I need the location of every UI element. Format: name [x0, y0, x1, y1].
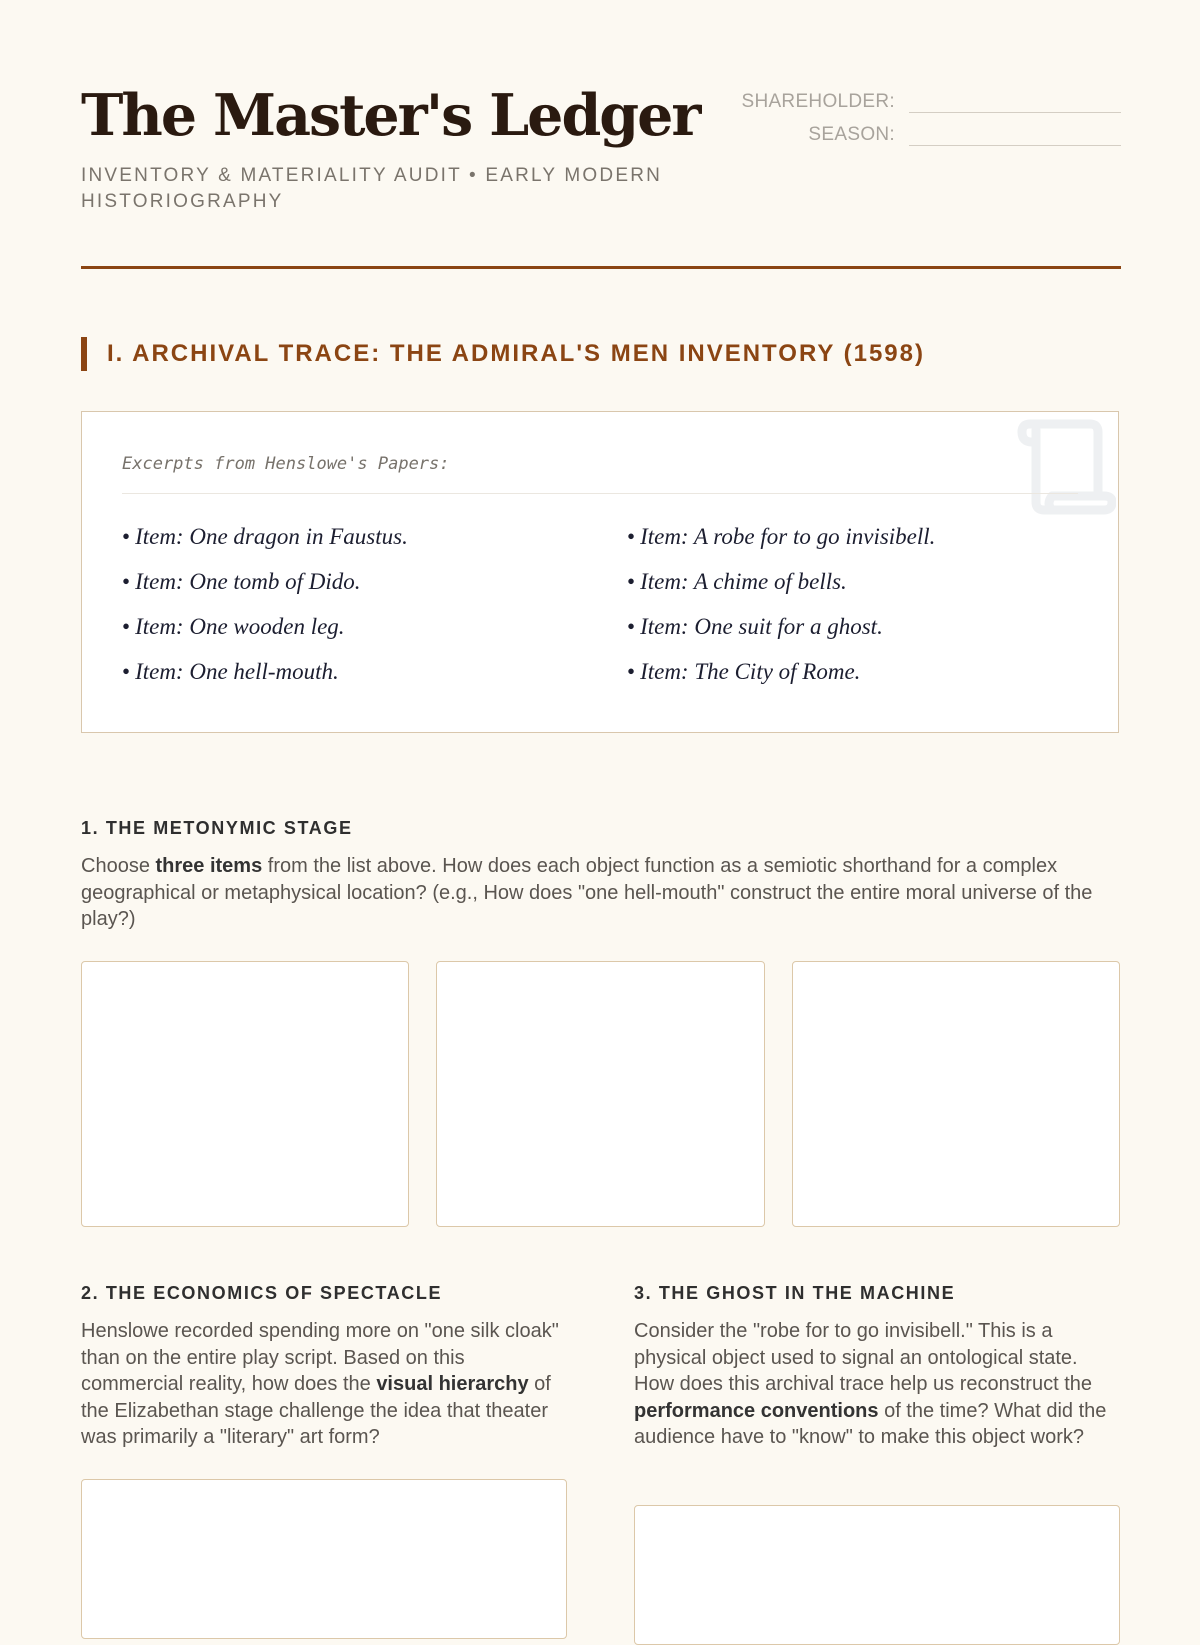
- inventory-item: • Item: One wooden leg.: [122, 614, 345, 639]
- inventory-item: • Item: A chime of bells.: [627, 569, 847, 594]
- inventory-list: [122, 522, 1082, 702]
- section-heading: [81, 337, 925, 371]
- shareholder-field: [721, 80, 1121, 113]
- answer-box-1c[interactable]: [792, 961, 1120, 1227]
- question-3-prompt: Consider the "robe for to go invisibell." This is a physical object used to signal an ontological state. How does this archival trace help us reconstruct the performance conventions of the time? What did the audience have to "know" to make this object work?: [634, 1320, 1107, 1448]
- inventory-item: • Item: A robe for to go invisibell.: [627, 524, 936, 549]
- worksheet-page: [81, 0, 1121, 1600]
- section-title: I. ARCHIVAL TRACE: THE ADMIRAL'S MEN INVENTORY (1598): [107, 340, 925, 367]
- archive-divider: [122, 493, 1078, 494]
- question-1-heading: 1. THE METONYMIC STAGE: [81, 818, 353, 838]
- season-label: SEASON:: [808, 124, 895, 145]
- header-divider: [81, 266, 1121, 269]
- answer-box-1a[interactable]: [81, 961, 409, 1227]
- answer-box-3[interactable]: [634, 1505, 1120, 1645]
- question-3-heading: 3. THE GHOST IN THE MACHINE: [634, 1283, 956, 1303]
- question-2-heading: 2. THE ECONOMICS OF SPECTACLE: [81, 1283, 443, 1303]
- section-accent-bar: [81, 337, 87, 371]
- page-title: The Master's Ledger: [81, 82, 700, 149]
- page-subtitle: INVENTORY & MATERIALITY AUDIT • EARLY MODERN HISTORIOGRAPHY: [81, 165, 663, 212]
- answer-box-2[interactable]: [81, 1479, 567, 1639]
- question-2-prompt: Henslowe recorded spending more on "one silk cloak" than on the entire play script. Based on this commercial reality, how does the visual hierarchy of the Elizabethan stage challenge the idea that theater was primarily a "literary" art form?: [81, 1320, 559, 1448]
- archive-box: [81, 411, 1119, 733]
- inventory-item: • Item: One tomb of Dido.: [122, 569, 361, 594]
- scroll-icon: [1012, 418, 1116, 518]
- header: [81, 80, 1121, 230]
- season-input-line[interactable]: [909, 121, 1121, 146]
- shareholder-label: SHAREHOLDER:: [741, 91, 895, 112]
- archive-caption: Excerpts from Henslowe's Papers:: [122, 454, 450, 474]
- inventory-item: • Item: The City of Rome.: [627, 659, 861, 684]
- season-field: [721, 113, 1121, 146]
- inventory-item: • Item: One hell-mouth.: [122, 659, 339, 684]
- shareholder-input-line[interactable]: [909, 88, 1121, 113]
- inventory-item: • Item: One suit for a ghost.: [627, 614, 883, 639]
- inventory-item: • Item: One dragon in Faustus.: [122, 524, 408, 549]
- student-fields: [721, 80, 1121, 146]
- answer-box-1b[interactable]: [436, 961, 765, 1227]
- question-1-prompt: Choose three items from the list above. How does each object function as a semiotic shorthand for a complex geographical or metaphysical location? (e.g., How does "one hell-mouth" construct the entire moral universe of the play?): [81, 855, 1093, 930]
